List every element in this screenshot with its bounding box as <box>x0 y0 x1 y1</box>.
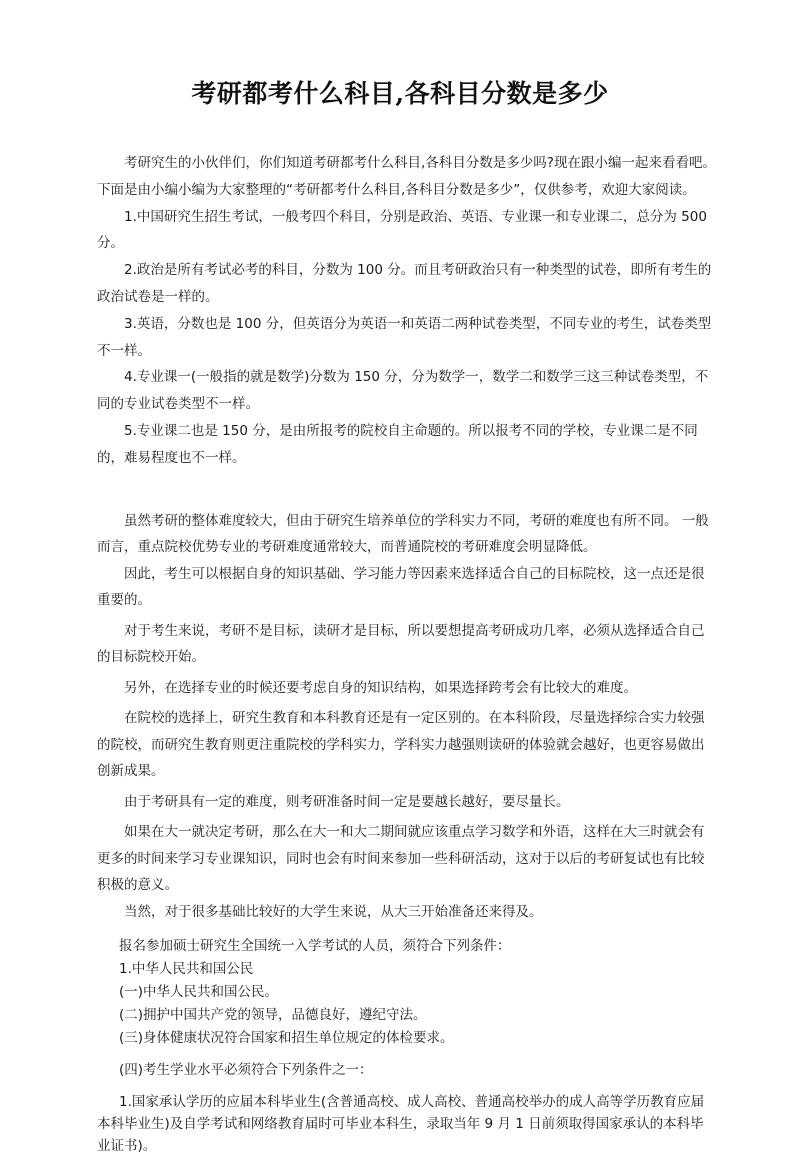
article-body <box>97 150 717 1157</box>
list-item-paragraph: 3.英语，分数也是 100 分，但英语分为英语一和英语二两种试卷类型，不同专业的考生，试卷类型不一样。 <box>97 315 712 359</box>
requirement-item: (一)中华人民共和国公民。 <box>119 984 279 1001</box>
body-paragraph: 因此，考生可以根据自身的知识基础、学习能力等因素来选择适合自己的目标院校，这一点还是很重要的。 <box>97 565 705 609</box>
requirement-item: (二)拥护中国共产党的领导，品德良好，遵纪守法。 <box>119 1007 427 1024</box>
requirement-item: (三)身体健康状况符合国家和招生单位规定的体检要求。 <box>119 1030 454 1047</box>
requirement-item: 1.国家承认学历的应届本科毕业生(含普通高校、成人高校、普通高校举办的成人高等学历教育应届本科毕业生)及自学考试和网络教育届时可毕业本科生，录取当年 9 月 1 日前须取得国家承认的本科毕业证书)。 <box>97 1094 705 1155</box>
requirement-item: (四)考生学业水平必须符合下列条件之一： <box>119 1062 373 1079</box>
page-title: 考研都考什么科目,各科目分数是多少 <box>191 79 609 108</box>
body-paragraph: 当然，对于很多基础比较好的大学生来说，从大三开始准备还来得及。 <box>124 903 543 920</box>
intro-paragraph: 考研究生的小伙伴们，你们知道考研都考什么科目,各科目分数是多少吗?现在跟小编一起来看看吧。 <box>124 155 716 171</box>
intro-paragraph: 下面是由小编小编为大家整理的“考研都考什么科目,各科目分数是多少”，仅供参考，欢迎大家阅读。 <box>97 181 696 198</box>
list-item-paragraph: 1.中国研究生招生考试，一般考四个科目，分别是政治、英语、专业课一和专业课二，总分为 500 分。 <box>97 208 707 252</box>
body-paragraph: 由于考研具有一定的难度，则考研准备时间一定是要越长越好，要尽量长。 <box>124 793 570 810</box>
section-subjects <box>97 150 717 472</box>
body-paragraph: 如果在大一就决定考研，那么在大一和大二期间就应该重点学习数学和外语，这样在大三时就会有更多的时间来学习专业课知识，同时也会有时间来参加一些科研活动，这对于以后的考研复试也有比较积极的意义。 <box>97 824 705 894</box>
body-paragraph: 对于考生来说，考研不是目标，读研才是目标，所以要想提高考研成功几率，必须从选择适合自己的目标院校开始。 <box>97 622 705 666</box>
requirements-intro: 报名参加硕士研究生全国统一入学考试的人员，须符合下列条件： <box>119 938 511 955</box>
section-difficulty <box>97 508 717 926</box>
list-item-paragraph: 5.专业课二也是 150 分，是由所报考的院校自主命题的。所以报考不同的学校，专业课二是不同的，难易程度也不一样。 <box>97 422 698 466</box>
list-item-paragraph: 4.专业课一(一般指的就是数学)分数为 150 分，分为数学一，数学二和数学三这三种试卷类型，不同的专业试卷类型不一样。 <box>97 369 709 413</box>
body-paragraph: 另外，在选择专业的时候还要考虑自身的知识结构，如果选择跨考会有比较大的难度。 <box>124 679 637 696</box>
body-paragraph: 虽然考研的整体难度较大，但由于研究生培养单位的学科实力不同，考研的难度也有所不同。 一般而言，重点院校优势专业的考研难度通常较大，而普通院校的考研难度会明显降低。 <box>97 512 709 556</box>
section-requirements <box>97 935 717 1157</box>
requirement-item: 1.中华人民共和国公民 <box>119 961 254 978</box>
body-paragraph: 在院校的选择上，研究生教育和本科教育还是有一定区别的。在本科阶段，尽量选择综合实力较强的院校，而研究生教育则更注重院校的学科实力，学科实力越强则读研的体验就会越好，也更容易做出创新成果。 <box>97 710 705 780</box>
list-item-paragraph: 2.政治是所有考试必考的科目，分数为 100 分。而且考研政治只有一种类型的试卷，即所有考生的政治试卷是一样的。 <box>97 262 712 305</box>
